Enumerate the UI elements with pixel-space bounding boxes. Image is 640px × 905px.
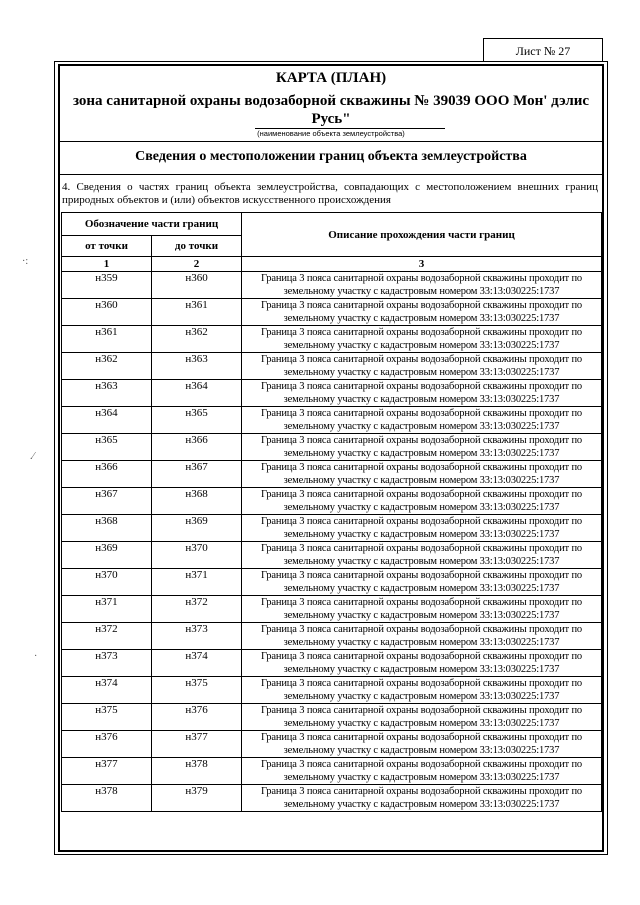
to-point: н375 — [152, 677, 242, 704]
boundary-description: Граница 3 пояса санитарной охраны водозаборной скважины проходит по земельному участку с кадастровым номером 33:13:030225:1737 — [242, 623, 602, 650]
table-row — [62, 299, 602, 326]
table-row — [62, 272, 602, 299]
boundary-description: Граница 3 пояса санитарной охраны водозаборной скважины проходит по земельному участку с кадастровым номером 33:13:030225:1737 — [242, 677, 602, 704]
header-to: до точки — [152, 236, 242, 257]
to-point: н377 — [152, 731, 242, 758]
to-point: н363 — [152, 353, 242, 380]
to-point: н370 — [152, 542, 242, 569]
table-row — [62, 596, 602, 623]
from-point: н368 — [62, 515, 152, 542]
scan-mark: .⁄ — [30, 451, 35, 462]
to-point: н360 — [152, 272, 242, 299]
boundary-description: Граница 3 пояса санитарной охраны водозаборной скважины проходит по земельному участку с кадастровым номером 33:13:030225:1737 — [242, 272, 602, 299]
scan-mark: ·: — [22, 256, 29, 267]
table-row — [62, 542, 602, 569]
column-number-1: 1 — [62, 257, 152, 272]
to-point: н372 — [152, 596, 242, 623]
boundary-description: Граница 3 пояса санитарной охраны водозаборной скважины проходит по земельному участку с кадастровым номером 33:13:030225:1737 — [242, 380, 602, 407]
boundary-description: Граница 3 пояса санитарной охраны водозаборной скважины проходит по земельному участку с кадастровым номером 33:13:030225:1737 — [242, 407, 602, 434]
to-point: н362 — [152, 326, 242, 353]
to-point: н368 — [152, 488, 242, 515]
table-row — [62, 677, 602, 704]
to-point: н373 — [152, 623, 242, 650]
header-group: Обозначение части границ — [62, 213, 242, 236]
from-point: н375 — [62, 704, 152, 731]
to-point: н367 — [152, 461, 242, 488]
boundary-description: Граница 3 пояса санитарной охраны водозаборной скважины проходит по земельному участку с кадастровым номером 33:13:030225:1737 — [242, 785, 602, 812]
boundary-table — [61, 212, 602, 812]
document-title: КАРТА (ПЛАН) — [275, 70, 387, 86]
from-point: н373 — [62, 650, 152, 677]
column-number-3: 3 — [242, 257, 602, 272]
to-point: н364 — [152, 380, 242, 407]
boundary-description: Граница 3 пояса санитарной охраны водозаборной скважины проходит по земельному участку с кадастровым номером 33:13:030225:1737 — [242, 650, 602, 677]
table-row — [62, 461, 602, 488]
boundary-description: Граница 3 пояса санитарной охраны водозаборной скважины проходит по земельному участку с кадастровым номером 33:13:030225:1737 — [242, 569, 602, 596]
section-note: 4. Сведения о частях границ объекта землеустройства, совпадающих с местоположением внешних границ природных объектов и (или) объектов искусственного происхождения — [62, 181, 598, 206]
table-row — [62, 731, 602, 758]
to-point: н371 — [152, 569, 242, 596]
from-point: н360 — [62, 299, 152, 326]
from-point: н361 — [62, 326, 152, 353]
to-point: н366 — [152, 434, 242, 461]
table-row — [62, 623, 602, 650]
from-point: н369 — [62, 542, 152, 569]
boundary-description: Граница 3 пояса санитарной охраны водозаборной скважины проходит по земельному участку с кадастровым номером 33:13:030225:1737 — [242, 596, 602, 623]
header-description: Описание прохождения части границ — [242, 213, 602, 257]
from-point: н372 — [62, 623, 152, 650]
from-point: н362 — [62, 353, 152, 380]
table-row — [62, 407, 602, 434]
from-point: н376 — [62, 731, 152, 758]
from-point: н377 — [62, 758, 152, 785]
from-point: н363 — [62, 380, 152, 407]
from-point: н374 — [62, 677, 152, 704]
boundary-description: Граница 3 пояса санитарной охраны водозаборной скважины проходит по земельному участку с кадастровым номером 33:13:030225:1737 — [242, 758, 602, 785]
from-point: н371 — [62, 596, 152, 623]
table-row — [62, 326, 602, 353]
boundary-description: Граница 3 пояса санитарной охраны водозаборной скважины проходит по земельному участку с кадастровым номером 33:13:030225:1737 — [242, 326, 602, 353]
from-point: н378 — [62, 785, 152, 812]
to-point: н361 — [152, 299, 242, 326]
boundary-description: Граница 3 пояса санитарной охраны водозаборной скважины проходит по земельному участку с кадастровым номером 33:13:030225:1737 — [242, 353, 602, 380]
from-point: н359 — [62, 272, 152, 299]
table-row — [62, 758, 602, 785]
boundary-description: Граница 3 пояса санитарной охраны водозаборной скважины проходит по земельному участку с кадастровым номером 33:13:030225:1737 — [242, 461, 602, 488]
from-point: н365 — [62, 434, 152, 461]
scan-mark: · — [34, 651, 38, 662]
divider — [58, 141, 604, 142]
table-row — [62, 704, 602, 731]
header-from: от точки — [62, 236, 152, 257]
table-row — [62, 353, 602, 380]
sheet-number: Лист № 27 — [483, 38, 603, 62]
table-row — [62, 488, 602, 515]
document-subtitle: зона санитарной охраны водозаборной скважины № 39039 ООО Мон' дэлис Русь" — [72, 93, 590, 127]
boundary-description: Граница 3 пояса санитарной охраны водозаборной скважины проходит по земельному участку с кадастровым номером 33:13:030225:1737 — [242, 434, 602, 461]
table-row — [62, 569, 602, 596]
from-point: н364 — [62, 407, 152, 434]
to-point: н365 — [152, 407, 242, 434]
table-row — [62, 650, 602, 677]
to-point: н376 — [152, 704, 242, 731]
from-point: н367 — [62, 488, 152, 515]
divider — [58, 174, 604, 175]
boundary-description: Граница 3 пояса санитарной охраны водозаборной скважины проходит по земельному участку с кадастровым номером 33:13:030225:1737 — [242, 488, 602, 515]
boundary-description: Граница 3 пояса санитарной охраны водозаборной скважины проходит по земельному участку с кадастровым номером 33:13:030225:1737 — [242, 731, 602, 758]
boundary-description: Граница 3 пояса санитарной охраны водозаборной скважины проходит по земельному участку с кадастровым номером 33:13:030225:1737 — [242, 704, 602, 731]
table-row — [62, 434, 602, 461]
boundary-description: Граница 3 пояса санитарной охраны водозаборной скважины проходит по земельному участку с кадастровым номером 33:13:030225:1737 — [242, 299, 602, 326]
column-number-2: 2 — [152, 257, 242, 272]
table-row — [62, 380, 602, 407]
to-point: н374 — [152, 650, 242, 677]
to-point: н369 — [152, 515, 242, 542]
from-point: н366 — [62, 461, 152, 488]
section-title: Сведения о местоположении границ объекта землеустройства — [135, 149, 527, 164]
object-caption: (наименование объекта землеустройства) — [257, 129, 405, 138]
table-row — [62, 515, 602, 542]
to-point: н378 — [152, 758, 242, 785]
table-row — [62, 785, 602, 812]
from-point: н370 — [62, 569, 152, 596]
boundary-description: Граница 3 пояса санитарной охраны водозаборной скважины проходит по земельному участку с кадастровым номером 33:13:030225:1737 — [242, 515, 602, 542]
to-point: н379 — [152, 785, 242, 812]
boundary-description: Граница 3 пояса санитарной охраны водозаборной скважины проходит по земельному участку с кадастровым номером 33:13:030225:1737 — [242, 542, 602, 569]
